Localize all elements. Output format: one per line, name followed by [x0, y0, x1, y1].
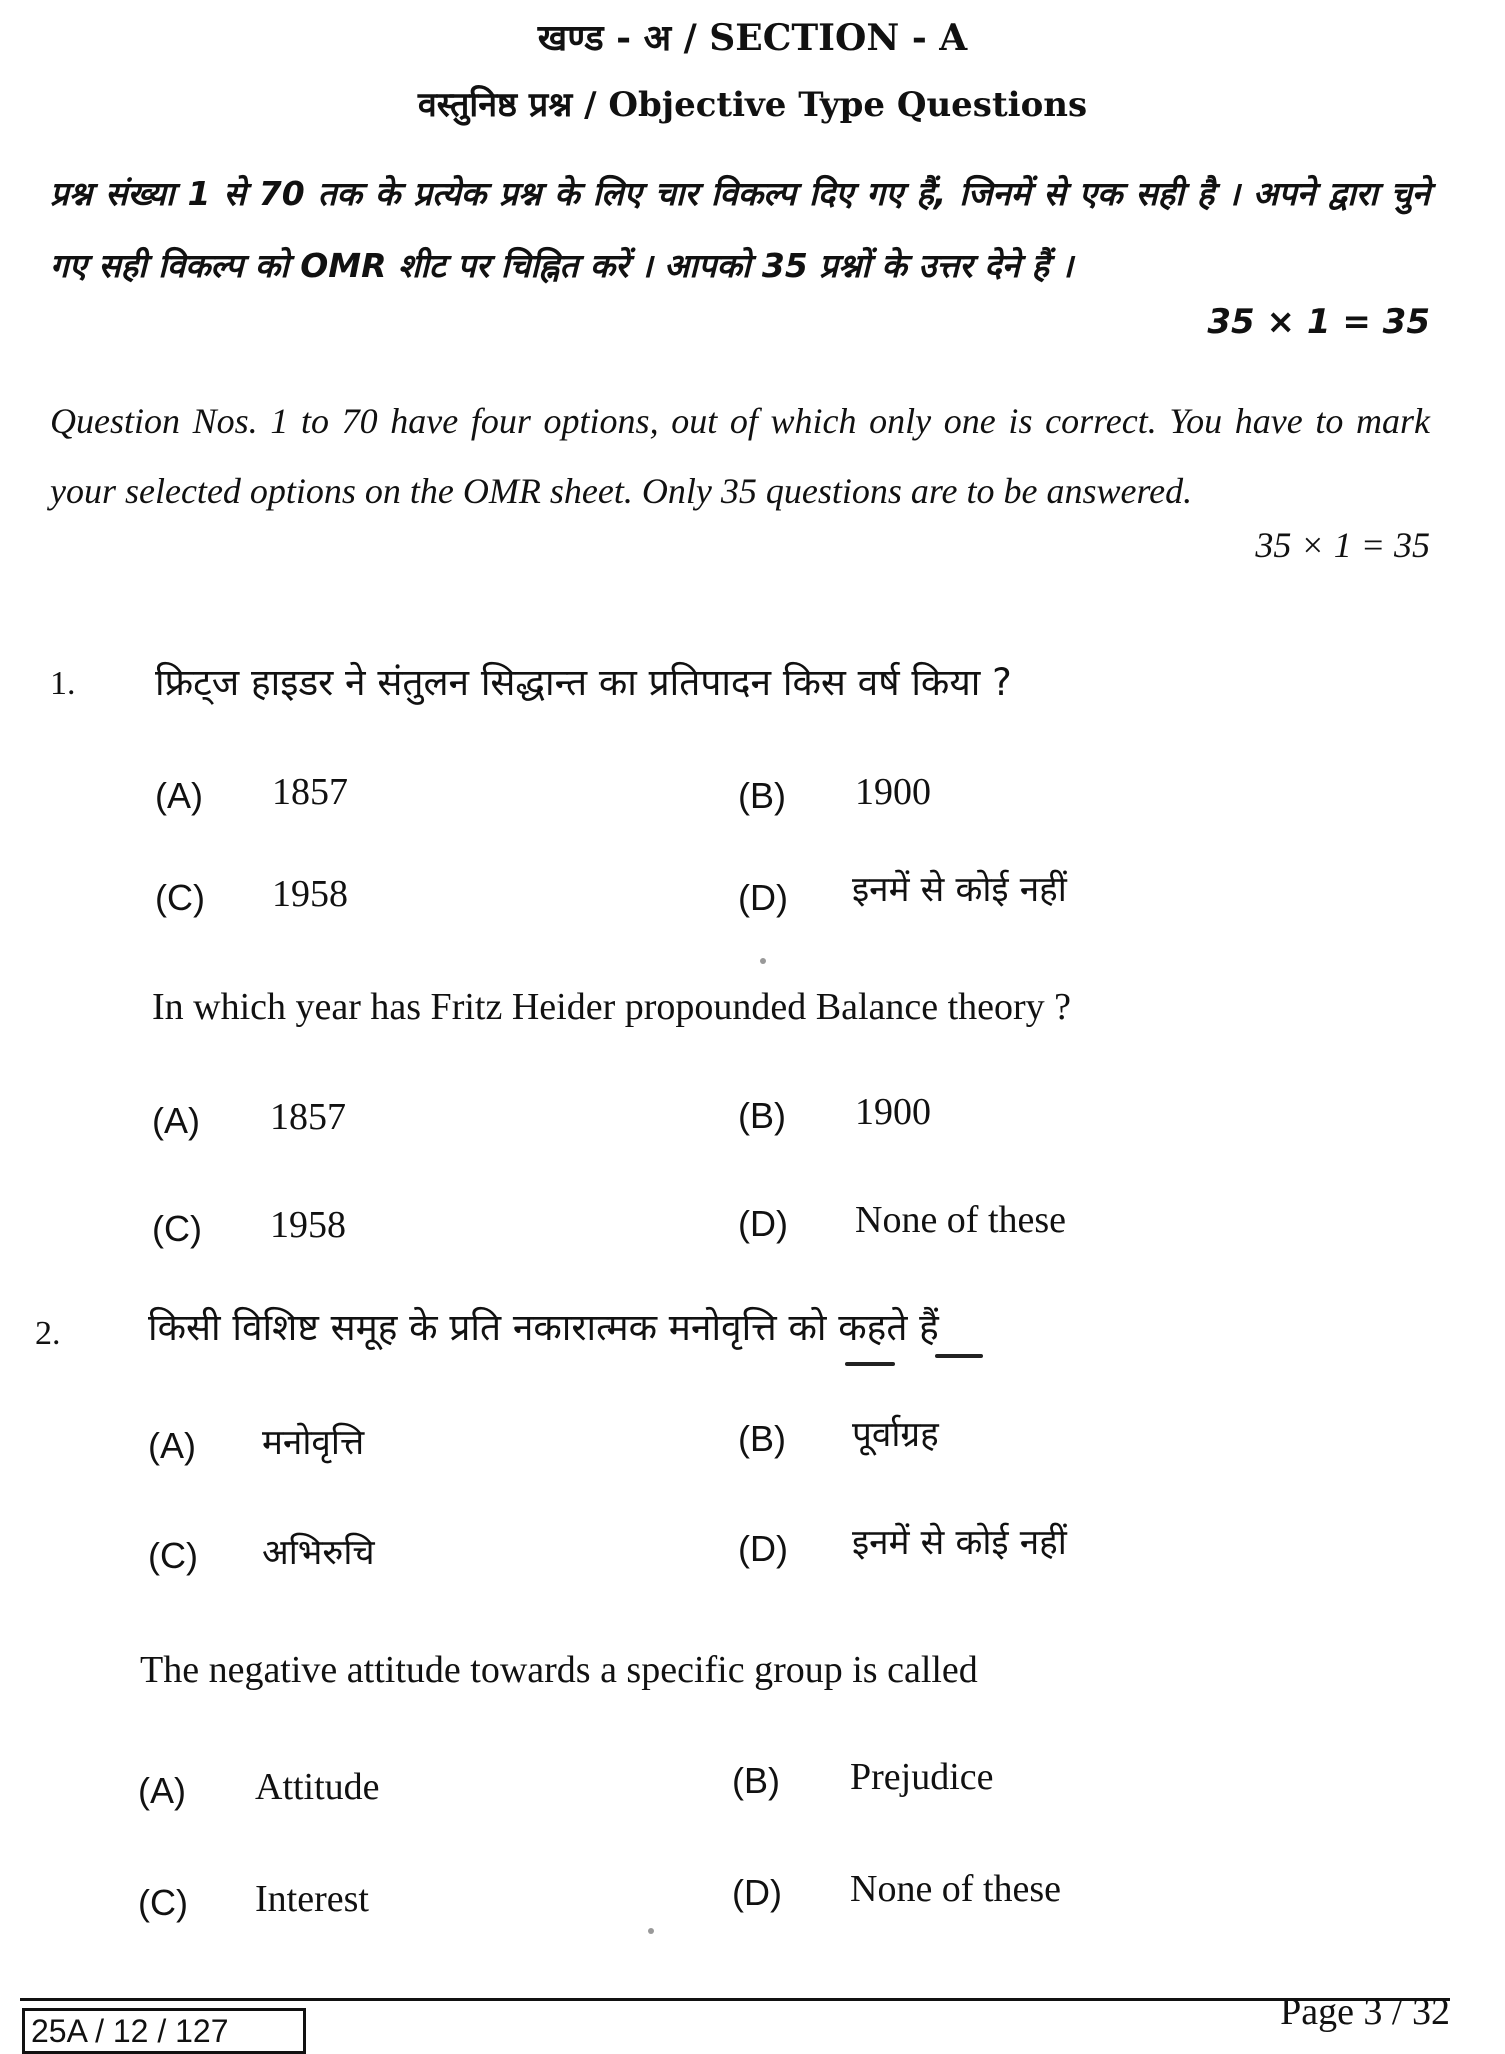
instructions-hindi: प्रश्न संख्या 1 से 70 तक के प्रत्येक प्रश्न के लिए चार विकल्प दिए गए हैं, जिनमें से एक सही है । अपने द्वारा चुने गए सही विकल्प को OMR शीट पर चिह्नित करें । आपको 35 प्रश्नों के उत्तर देने हैं । [50, 174, 1430, 285]
option-text: None of these [850, 1868, 1062, 1910]
option-label: (D) [738, 877, 788, 918]
question-text-hindi: किसी विशिष्ट समूह के प्रति नकारात्मक मनोवृत्ति को कहते हैं [148, 1306, 939, 1349]
pen-underline-mark [935, 1354, 983, 1358]
option-text: इनमें से कोई नहीं [852, 870, 1067, 910]
option-text: None of these [855, 1199, 1067, 1241]
option-label: (C) [138, 1882, 188, 1923]
option-label: (C) [152, 1208, 202, 1249]
paper-code: 25A / 12 / 127 [22, 2008, 306, 2054]
option-text: 1857 [272, 771, 348, 813]
option-text: 1958 [270, 1204, 346, 1246]
page-number: Page 3 / 32 [1280, 1991, 1450, 2033]
option-label: (B) [738, 1418, 786, 1459]
option-text: इनमें से कोई नहीं [852, 1523, 1067, 1563]
question-text-english: The negative attitude towards a specific group is called [140, 1649, 978, 1691]
question-number: 2. [35, 1315, 61, 1352]
option-label: (A) [155, 775, 203, 816]
option-text: अभिरुचि [262, 1533, 375, 1573]
option-label: (A) [152, 1100, 200, 1141]
section-title: खण्ड - अ / SECTION - A [537, 17, 968, 59]
option-text: Attitude [255, 1766, 380, 1808]
section-subtitle: वस्तुनिष्ठ प्रश्न / Objective Type Questions [417, 85, 1088, 125]
option-label: (C) [148, 1535, 198, 1576]
option-text: 1900 [855, 771, 931, 813]
option-label: (A) [138, 1770, 186, 1811]
option-text: 1857 [270, 1096, 346, 1138]
option-text: Interest [255, 1878, 369, 1920]
option-label: (D) [738, 1528, 788, 1569]
pen-underline-mark [845, 1362, 895, 1366]
marks-english: 35 × 1 = 35 [1255, 525, 1430, 565]
option-label: (B) [738, 775, 786, 816]
scan-speck [760, 958, 766, 964]
option-label: (A) [148, 1425, 196, 1466]
option-text: 1900 [855, 1091, 931, 1133]
option-text: Prejudice [850, 1756, 994, 1798]
marks-hindi: 35 × 1 = 35 [1207, 302, 1430, 342]
instructions-english: Question Nos. 1 to 70 have four options, out of which only one is correct. You have to mark your selected options on the OMR sheet. Only 35 questions are to be answered. [50, 401, 1430, 511]
scan-speck [648, 1928, 654, 1934]
option-label: (B) [732, 1760, 780, 1801]
option-label: (D) [738, 1203, 788, 1244]
option-text: मनोवृत्ति [262, 1423, 365, 1463]
question-number: 1. [50, 665, 76, 702]
footer-rule [20, 1998, 1450, 2001]
question-text-english: In which year has Fritz Heider propounded Balance theory ? [152, 986, 1072, 1028]
option-label: (B) [738, 1095, 786, 1136]
option-text: 1958 [272, 873, 348, 915]
question-text-hindi: फ्रिट्ज हाइडर ने संतुलन सिद्धान्त का प्रतिपादन किस वर्ष किया ? [155, 661, 1012, 704]
option-label: (C) [155, 877, 205, 918]
option-text: पूर्वाग्रह [852, 1415, 939, 1455]
option-label: (D) [732, 1872, 782, 1913]
